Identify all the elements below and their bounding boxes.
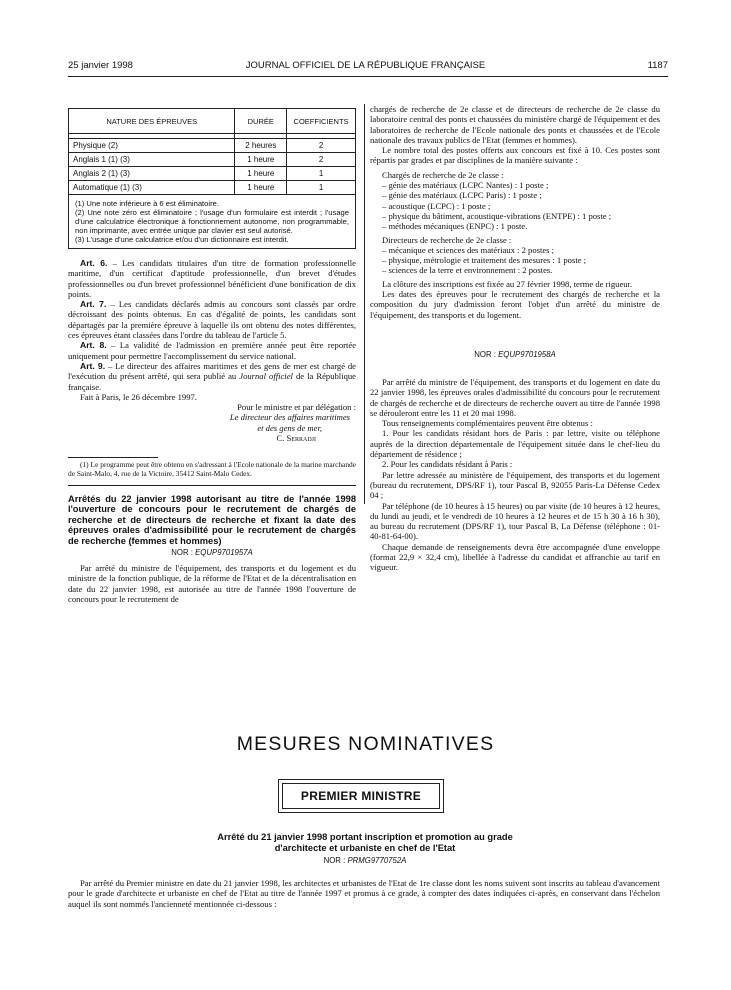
nomination-title: Arrêté du 21 janvier 1998 portant inscription et promotion au grade d'architecte et urbaniste en chef de l'Etat <box>217 832 513 853</box>
nor-label: NOR : <box>171 548 193 558</box>
nor-code: EQUP9701958A <box>498 349 556 359</box>
paragraph: Par arrêté du ministre de l'équipement, des transports et du logement en date du 22 janvier 1998, les épreuves orales d'admissibilité du concours pour le recrutement de chargés de recherche et de directeurs de recherche ouvert au titre de l'année 1998 se dérouleront entre les 11 et 20 mai 1998. <box>370 376 660 418</box>
fait-a-paris: Fait à Paris, le 26 décembre 1997. <box>80 391 197 402</box>
nomination-paragraph: Par arrêté du Premier ministre en date du 21 janvier 1998, les architectes et urbanistes de l'Etat de 1re classe dont les noms suivent sont inscrits au tableau d'avancement pour le grade d'architecte et urbaniste en chef de l'Etat au titre de l'année 1997 et promus à ce grade, à compter des dates indiquées ci-après, en conservant dans l'échelon auquel ils sont nommés l'ancienneté mentionnée ci-dessous : <box>68 878 660 909</box>
signature-line: Pour le ministre et par délégation : <box>237 402 356 413</box>
article-label: Art. 8. <box>80 340 107 351</box>
table-cell-duree: 1 heure <box>235 181 287 195</box>
table-note: (3) L'usage d'une calculatrice et/ou d'un dictionnaire est interdit. <box>75 235 289 244</box>
list-item: – mécanique et sciences des matériaux : 2 postes ; <box>382 244 555 255</box>
article-label: Art. 7. <box>80 299 107 310</box>
article-label: Art. 6. <box>80 258 108 268</box>
footnote: (1) Le programme peut être obtenu en s'adressant à l'Ecole nationale de la marine marchande de Saint-Malo, 4, rue de la Victoire, 35412 Saint-Malo Cedex. <box>68 460 356 478</box>
nor-label: NOR : <box>474 349 496 359</box>
list-item: – sciences de la terre et environnement : 2 postes. <box>382 265 553 276</box>
table-cell-coef: 2 <box>287 139 356 153</box>
article-9 <box>68 361 356 392</box>
section-rule <box>68 485 356 486</box>
article-text: – Les candidats déclarés admis au concours sont classés par ordre décroissant des points obtenus. En cas d'égalité de points, les candidats sont départagés par la première épreuve à laquelle ils ont obtenu des notes différentes, ces épreuves étant classées dans l'ordre du tableau de l'article 5. <box>68 299 356 341</box>
table-header-duree: DURÉE <box>235 109 287 134</box>
table-cell-nature: Automatique (1) (3) <box>69 181 235 195</box>
paragraph: Par téléphone (de 10 heures à 15 heures) ou par visite (de 10 heures à 12 heures, du lundi au jeudi, et le vendredi de 10 heures à 12 heures et de 15 h 30 à 16 h 30), au bureau du recrutement (DPS/RF 1), tour Pascal B, La Défense (téléphone : 01-40-81-64-00). <box>370 500 660 542</box>
paragraph: Les dates des épreuves pour le recrutement des chargés de recherche et la composition du jury d'admission feront l'objet d'un arrêté du ministre de l'équipement, des transports et du logement. <box>370 289 660 320</box>
table-cell-duree: 1 heure <box>235 153 287 167</box>
header-page: 1187 <box>647 60 668 71</box>
epreuves-table <box>68 108 356 195</box>
header-journal: JOURNAL OFFICIEL DE LA RÉPUBLIQUE FRANÇAISE <box>245 60 486 71</box>
paragraph: 1. Pour les candidats résidant hors de Paris : par lettre, visite ou téléphone auprès de la direction départementale de l'équipement située dans le chef-lieu du département de résidence ; <box>370 428 660 460</box>
list-heading: Chargés de recherche de 2e classe : <box>382 169 504 180</box>
nor-reference <box>200 856 530 865</box>
list-item: – génie des matériaux (LCPC Nantes) : 1 poste ; <box>382 180 549 191</box>
table-notes <box>68 195 356 249</box>
table-row <box>69 167 356 181</box>
table-cell-nature: Physique (2) <box>69 139 235 153</box>
list-heading: Directeurs de recherche de 2e classe : <box>382 234 512 245</box>
table-row <box>69 153 356 167</box>
nor-reference <box>370 350 660 359</box>
list-item: – physique, métrologie et traitement des mesures : 1 poste ; <box>382 255 587 266</box>
article-text: – Les candidats titulaires d'un titre de formation professionnelle maritime, d'un certificat d'aptitude professionnelle, d'un brevet d'études professionnelles ou d'un brevet professionnel bénéficient d'une bonification de dix points. <box>68 258 357 299</box>
nor-reference <box>68 548 356 557</box>
paragraph: Par lettre adressée au ministère de l'équipement, des transports et du logement (bureau du recrutement, DPS/RF 1), tour Pascal B, 92055 Paris-La Défense Cedex 04 ; <box>370 469 660 501</box>
arrete-title: Arrêtés du 22 janvier 1998 autorisant au titre de l'année 1998 l'ouverture de concours pour le recrutement de chargés de recherche et de directeurs de recherche et fixant la date des épreuves orales d'admissibilité pour le recrutement de chargés de recherche (femmes et hommes) <box>68 493 356 546</box>
article-7 <box>68 299 356 340</box>
section-heading: MESURES NOMINATIVES <box>236 733 495 755</box>
signature-block <box>68 402 356 443</box>
nomination-title-block <box>200 832 530 865</box>
nor-label: NOR : <box>323 856 346 865</box>
table-cell-nature: Anglais 2 (1) (3) <box>69 167 235 181</box>
table-cell-duree: 1 heure <box>235 167 287 181</box>
paragraph: Tous renseignements complémentaires peuvent être obtenus : <box>382 418 593 429</box>
list-charges <box>370 180 660 231</box>
table-row <box>69 181 356 195</box>
signature-name: C. Serradji <box>276 433 316 444</box>
paragraph: Le nombre total des postes offerts aux concours est fixé à 10. Ces postes sont répartis par grades et par disciplines de la manière suivante : <box>370 145 660 166</box>
table-row <box>69 139 356 153</box>
arrete-paragraph: Par arrêté du ministre de l'équipement, des transports et du logement et du ministre de la fonction publique, de la réforme de l'Etat et de la décentralisation en date du 22 janvier 1998, est autorisée au titre de l'année 1998 l'ouverture de concours pour le recrutement de <box>68 563 356 604</box>
article-8 <box>68 340 356 361</box>
list-item: – acoustique (LCPC) : 1 poste ; <box>382 200 491 211</box>
epreuves-table-block <box>68 108 356 249</box>
nor-code: PRMG9770752A <box>347 856 407 865</box>
article-6 <box>68 258 356 299</box>
list-directeurs <box>370 245 660 276</box>
table-header-nature: NATURE DES ÉPREUVES <box>69 109 235 134</box>
table-header-coef: COEFFICIENTS <box>287 109 356 134</box>
article-text: – La validité de l'admission en première année peut être reportée uniquement pour permettre l'accomplissement du service national. <box>68 340 357 361</box>
table-cell-coef: 1 <box>287 181 356 195</box>
journal-name: Journal officiel <box>239 371 293 382</box>
list-item: – physique du bâtiment, acoustique-vibrations (ENTPE) : 1 poste ; <box>382 210 612 221</box>
paragraph: chargés de recherche de 2e classe et de directeurs de recherche de 2e classe du laboratoire central des ponts et chaussées du ministère chargé de l'équipement et des laboratoires de recherche de l'Ecole nationale des ponts et chaussées et de l'Ecole nationale des travaux publics de l'Etat (femmes et hommes). <box>370 104 660 145</box>
paragraph: 2. Pour les candidats résidant à Paris : <box>382 459 513 470</box>
paragraph: La clôture des inscriptions est fixée au 27 février 1998, terme de rigueur. <box>382 278 633 289</box>
column-divider <box>364 104 365 504</box>
footnote-rule <box>68 457 158 458</box>
nor-code: EQUP9701957A <box>195 548 253 558</box>
article-text: de la République française. <box>68 371 356 392</box>
table-cell-coef: 2 <box>287 153 356 167</box>
ministry-label: PREMIER MINISTRE <box>282 783 440 809</box>
header-date: 25 janvier 1998 <box>68 60 133 71</box>
header-rule <box>68 76 668 77</box>
right-column <box>370 104 660 573</box>
table-cell-duree: 2 heures <box>235 139 287 153</box>
table-cell-coef: 1 <box>287 167 356 181</box>
table-note: (2) Une note zéro est éliminatoire ; l'usage d'un formulaire est interdit ; l'usage d'une calculatrice électronique à fonctionnement autonome, non programmable, non imprimante, avec entrée unique par clavier est seul autorisé. <box>75 208 349 235</box>
list-item: – génie des matériaux (LCPC Paris) : 1 poste ; <box>382 190 542 201</box>
article-label: Art. 9. <box>80 360 106 371</box>
left-column <box>68 108 356 604</box>
table-cell-nature: Anglais 1 (1) (3) <box>69 153 235 167</box>
list-item: – méthodes mécaniques (ENPC) : 1 poste. <box>382 221 528 232</box>
ministry-box <box>278 779 444 813</box>
paragraph: Chaque demande de renseignements devra être accompagnée d'une enveloppe (format 22,9 × 32,4 cm), libellée à l'adresse du candidat et affranchie au tarif en vigueur. <box>370 541 660 573</box>
article-text: – Le directeur des affaires maritimes et des gens de mer est chargé de l'exécution du présent arrêté, qui sera publié au <box>68 360 357 382</box>
signature-title: et des gens de mer, <box>257 422 322 433</box>
table-note: (1) Une note inférieure à 6 est éliminatoire. <box>75 199 219 208</box>
signature-title: Le directeur des affaires maritimes <box>229 412 350 423</box>
